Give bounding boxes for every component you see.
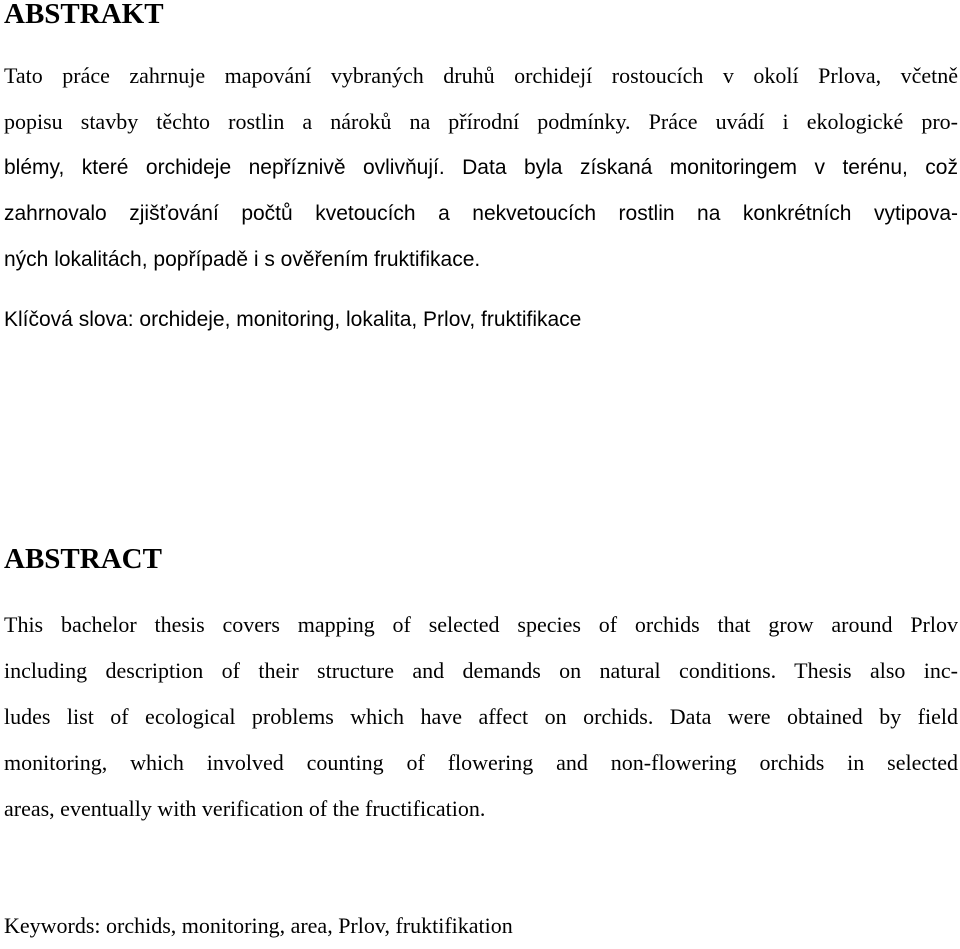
abstract-body (4, 602, 958, 832)
abstrakt-line: Tato práce zahrnuje mapování vybraných druhů orchidejí rostoucích v okolí Prlova, včetně (4, 63, 958, 88)
abstract-line: including description of their structure and demands on natural conditions. Thesis also inc- (4, 658, 958, 683)
abstract-line: This bachelor thesis covers mapping of selected species of orchids that grow around Prlov (4, 612, 958, 637)
abstract-line: areas, eventually with verification of the fructification. (4, 796, 486, 821)
abstrakt-heading: ABSTRAKT (4, 0, 164, 30)
abstrakt-body (4, 53, 958, 283)
abstrakt-line: zahrnovalo zjišťování počtů kvetoucích a nekvetoucích rostlin na konkrétních vytipova- (4, 202, 958, 225)
abstrakt-line: ných lokalitách, popřípadě i s ověřením fruktifikace. (4, 248, 481, 271)
abstract-heading: ABSTRACT (4, 543, 162, 575)
abstract-line: ludes list of ecological problems which have affect on orchids. Data were obtained by field (4, 704, 958, 729)
abstract-line: monitoring, which involved counting of flowering and non-flowering orchids in selected (4, 750, 958, 775)
abstrakt-line: popisu stavby těchto rostlin a nároků na přírodní podmínky. Práce uvádí i ekologické pro- (4, 109, 958, 134)
abstrakt-line: blémy, které orchideje nepříznivě ovlivňují. Data byla získaná monitoringem v terénu, což (4, 156, 958, 179)
keywords: Keywords: orchids, monitoring, area, Prlov, fruktifikation (4, 913, 513, 938)
klicova-slova: Klíčová slova: orchideje, monitoring, lokalita, Prlov, fruktifikace (4, 308, 582, 331)
